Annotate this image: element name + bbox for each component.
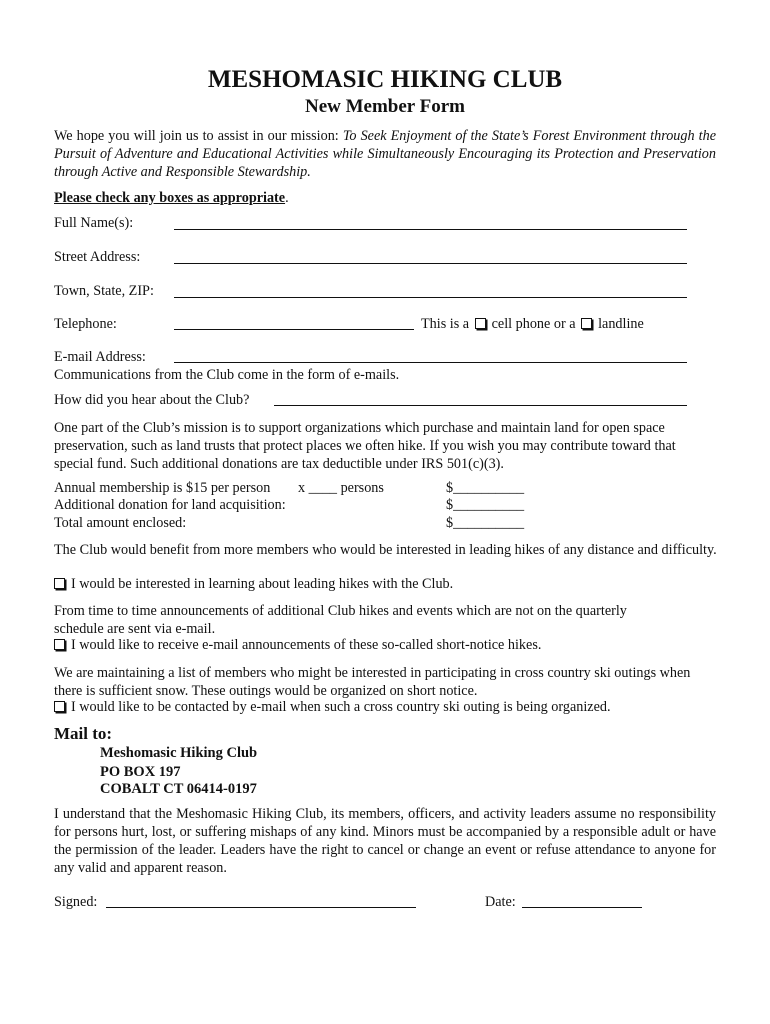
cell-phone-checkbox[interactable] bbox=[475, 318, 486, 329]
donation-label: Additional donation for land acquisition: bbox=[54, 497, 286, 513]
form-subtitle: New Member Form bbox=[304, 96, 466, 117]
heard-about-field[interactable] bbox=[274, 405, 687, 406]
donation-amount[interactable]: $__________ bbox=[446, 497, 525, 513]
mission-statement: To Seek Enjoyment of the State’s Forest Environment through the Pursuit of Adventure and Educational Activities while Simultaneously Encouraging its Protection and Preservation through Active and Responsible Stewardship. bbox=[54, 128, 716, 180]
lead-hikes-option bbox=[54, 576, 453, 593]
street-address-field[interactable] bbox=[174, 263, 687, 264]
mail-po-box: PO BOX 197 bbox=[100, 764, 181, 780]
heard-about-label: How did you hear about the Club? bbox=[54, 392, 250, 408]
ski-option bbox=[54, 699, 611, 716]
full-name-field[interactable] bbox=[174, 229, 687, 230]
announcements-paragraph: From time to time announcements of additional Club hikes and events which are not on the quarterly schedule are sent via e-mail. bbox=[54, 603, 627, 637]
total-label: Total amount enclosed: bbox=[54, 515, 187, 531]
full-name-label: Full Name(s): bbox=[54, 215, 134, 231]
donation-paragraph: One part of the Club’s mission is to support organizations which purchase and maintain land for open space preservation, such as land trusts that protect places we often hike. If you wish you may contribute toward that special fund. Such additional donations are tax deductible under IRS 501(c)(3). bbox=[54, 420, 676, 472]
date-field[interactable] bbox=[522, 907, 642, 908]
form-title: MESHOMASIC HIKING CLUB bbox=[207, 66, 563, 93]
phone-type-prefix: This is a bbox=[421, 316, 470, 332]
total-amount[interactable]: $__________ bbox=[446, 515, 525, 531]
intro-paragraph bbox=[54, 127, 716, 181]
email-note: Communications from the Club come in the form of e-mails. bbox=[54, 367, 400, 383]
mail-name: Meshomasic Hiking Club bbox=[100, 745, 258, 761]
date-label: Date: bbox=[485, 894, 516, 910]
instruction-text: Please check any boxes as appropriate bbox=[54, 190, 286, 206]
phone-type bbox=[421, 316, 644, 333]
ski-checkbox[interactable] bbox=[54, 701, 65, 712]
announcements-label: I would like to receive e-mail announcements of these so-called short-notice hikes. bbox=[71, 637, 542, 653]
ski-paragraph: We are maintaining a list of members who might be interested in participating in cross country ski outings when there is sufficient snow. These outings would be organized on short notice. bbox=[54, 665, 691, 699]
telephone-field[interactable] bbox=[174, 329, 414, 330]
email-label: E-mail Address: bbox=[54, 349, 146, 365]
mail-to-heading: Mail to: bbox=[54, 724, 113, 743]
announcements-checkbox[interactable] bbox=[54, 639, 65, 650]
intro-lead: We hope you will join us to assist in our mission: bbox=[54, 128, 343, 144]
lead-hikes-label: I would be interested in learning about leading hikes with the Club. bbox=[71, 576, 454, 592]
mail-city: COBALT CT 06414-0197 bbox=[100, 781, 257, 797]
signed-label: Signed: bbox=[54, 894, 98, 910]
town-state-zip-field[interactable] bbox=[174, 297, 687, 298]
ski-label: I would like to be contacted by e-mail when such a cross country ski outing is being organized. bbox=[71, 699, 611, 715]
membership-amount[interactable]: $__________ bbox=[446, 480, 525, 496]
disclaimer-paragraph: I understand that the Meshomasic Hiking Club, its members, officers, and activity leaders assume no responsibility for persons hurt, lost, or suffering mishaps of any kind. Minors must be accompanied by a responsible adult or have the permission of the leader. Leaders have the right to cancel or change an event or refuse attendance to anyone for any valid and apparent reason. bbox=[54, 806, 716, 876]
lead-hikes-paragraph: The Club would benefit from more members who would be interested in leading hikes of any distance and difficulty. bbox=[54, 542, 717, 558]
signature-field[interactable] bbox=[106, 907, 416, 908]
email-field[interactable] bbox=[174, 362, 687, 363]
landline-label: landline bbox=[598, 316, 644, 332]
persons-count[interactable]: x ____ persons bbox=[298, 480, 384, 496]
instruction-period: . bbox=[285, 190, 289, 206]
street-address-label: Street Address: bbox=[54, 249, 141, 265]
announcements-option bbox=[54, 637, 541, 654]
landline-checkbox[interactable] bbox=[581, 318, 592, 329]
cell-phone-label: cell phone or a bbox=[491, 316, 576, 332]
town-state-zip-label: Town, State, ZIP: bbox=[54, 283, 154, 299]
lead-hikes-checkbox[interactable] bbox=[54, 578, 65, 589]
membership-fee-label: Annual membership is $15 per person bbox=[54, 480, 271, 496]
instruction bbox=[54, 190, 289, 207]
telephone-label: Telephone: bbox=[54, 316, 117, 332]
